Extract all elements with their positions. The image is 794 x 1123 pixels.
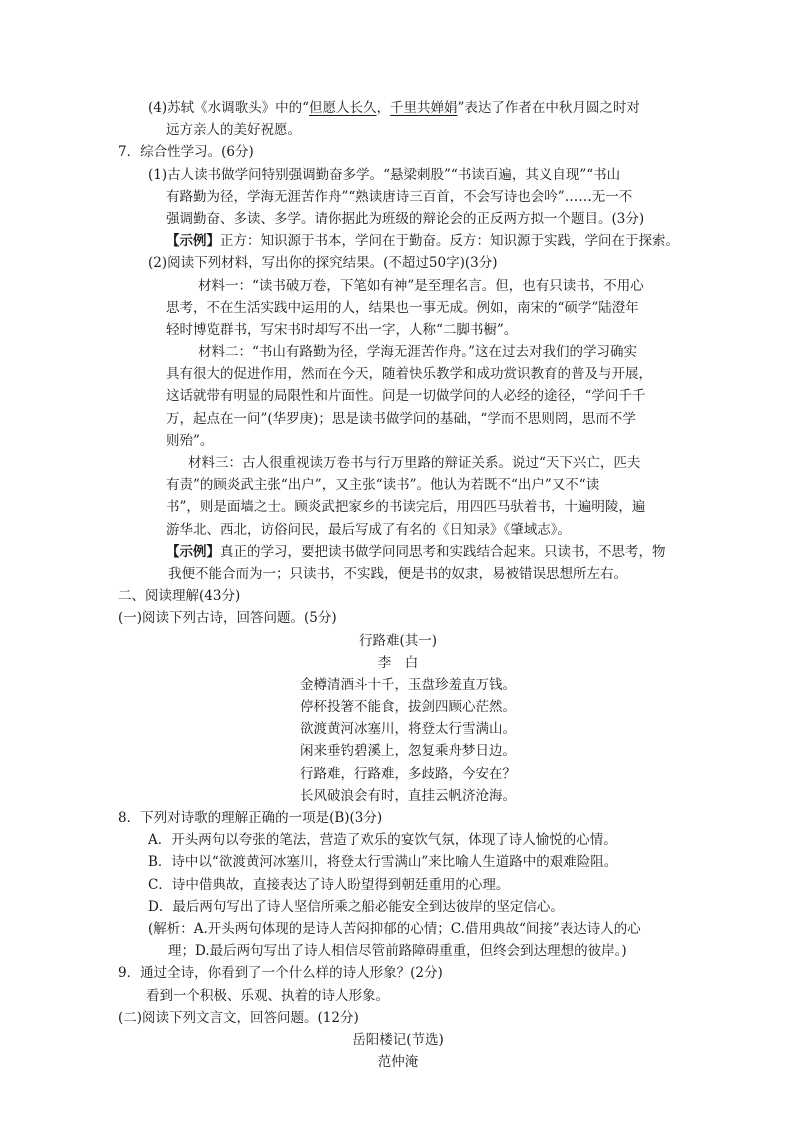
part-1-title: (一)阅读下列古诗，回答问题。(5分) (118, 610, 337, 627)
material-3-line-2: 有责”的顾炎武主张“出户”，又主张“读书”。他认为若既不“出户”又不“读 (166, 477, 600, 494)
q7-2-title: (2)阅读下列材料，写出你的探究结果。(不超过50字)(3分) (148, 255, 498, 272)
q7-1-example (118, 230, 678, 252)
poem-line: 闲来垂钓碧溪上，忽复乘舟梦日边。 (300, 743, 516, 760)
example-text: 正方：知识源于书本，学问在于勤奋。反方：知识源于实践，学问在于探索。 (220, 233, 679, 250)
q9-answer: 看到一个积极、乐观、执着的诗人形象。 (146, 987, 389, 1004)
q6-4-line-1 (118, 97, 678, 119)
material-2-line-3: 这话就带有明显的局限性和片面性。问是一切做学问的人必经的途径，“学问千千 (166, 388, 646, 405)
q8-option-b: B．诗中以“欲渡黄河冰塞川，将登太行雪满山”来比喻人生道路中的艰难险阻。 (148, 854, 618, 871)
q8-option-a: A．开头两句以夸张的笔法，营造了欢乐的宴饮气氛，体现了诗人愉悦的心情。 (148, 832, 617, 849)
poem-line: 长风破浪会有时，直挂云帆济沧海。 (300, 787, 516, 804)
q8-analysis-line-1: (解析：A.开头两句体现的是诗人苦闷抑郁的心情；C.借用典故“间接”表达诗人的心 (148, 920, 641, 937)
quote-underline-2: 千里共婵娟 (390, 100, 458, 116)
material-1-line-3: 轻时博览群书，写宋书时却写不出一字，人称“二脚书橱”。 (166, 321, 518, 338)
material-2-line-4: 万，起点在一问”(华罗庚)；思是读书做学问的基础，“学而不思则罔，思而不学 (166, 410, 636, 427)
q9-title: 9．通过全诗，你看到了一个什么样的诗人形象？(2分) (118, 965, 443, 982)
material-2-line-1: 材料二：“书山有路勤为径，学海无涯苦作舟。”这在过去对我们的学习确实 (198, 344, 638, 361)
q8-analysis-line-2: 理；D.最后两句写出了诗人相信尽管前路障碍重重，但终会到达理想的彼岸。) (168, 943, 627, 960)
material-3-line-1: 材料三：古人很重视读万卷书与行万里路的辩证关系。说过“天下兴亡，匹夫 (188, 455, 641, 471)
example-tag: 【示例】 (166, 543, 220, 560)
material-1-line-1: 材料一：“读书破万卷，下笔如有神”是至理名言。但，也有只读书，不用心 (198, 277, 644, 294)
material-3-line-3: 书”，则是面墙之士。顾炎武把家乡的书读完后，用四匹马驮着书，十遍明陵，遍 (166, 499, 646, 516)
q7-2-example-line-1 (118, 541, 678, 563)
q6-4-line-2: 远方亲人的美好祝愿。 (166, 122, 301, 139)
q7-title: 7．综合性学习。(6分) (118, 144, 254, 161)
document-body (118, 97, 678, 1073)
q7-1-line-3: 强调勤奋、多读、多学。请你据此为班级的辩论会的正反两方拟一个题目。(3分) (166, 210, 645, 227)
poem-line: 行路难，行路难，多歧路，今安在？ (300, 765, 516, 782)
q8-option-c: C．诗中借典故，直接表达了诗人盼望得到朝廷重用的心理。 (148, 876, 510, 893)
part-2-title: (二)阅读下列文言文，回答问题。(12分) (118, 1009, 359, 1026)
q6-4-prefix: (4)苏轼《水调歌头》中的“ (148, 100, 310, 116)
q6-4-suffix: ”表达了作者在中秋月圆之时对 (457, 100, 640, 116)
poem-line: 停杯投箸不能食，拔剑四顾心茫然。 (300, 699, 516, 716)
prose-title: 岳阳楼记(节选) (352, 1031, 444, 1048)
prose-author: 范仲淹 (377, 1054, 419, 1071)
q6-4-mid: ， (376, 100, 391, 116)
material-2-line-5: 则殆”。 (166, 432, 214, 449)
q8-option-d: D．最后两句写出了诗人坚信所乘之船必能安全到达彼岸的坚定信心。 (148, 898, 564, 915)
q7-2-example-line-2: 我便不能合而为一；只读书，不实践，便是书的奴隶，易被错误思想所左右。 (168, 565, 627, 582)
poem-line: 欲渡黄河冰塞川，将登太行雪满山。 (300, 721, 516, 738)
material-1-line-2: 思考，不在生活实践中运用的人，结果也一事无成。例如，南宋的“硕学”陆澄年 (166, 299, 639, 316)
q7-1-line-1: (1)古人读书做学问特别强调勤奋多学。“悬梁刺股”“书读百遍，其义自现”“书山 (148, 166, 621, 183)
poem-title: 行路难(其一) (358, 632, 438, 649)
poem-author: 李 白 (377, 654, 419, 671)
example-text: 真正的学习，要把读书做学问同思考和实践结合起来。只读书，不思考，物 (220, 543, 666, 560)
section-2-title: 二、阅读理解(43分) (118, 588, 241, 605)
q7-1-line-2: 有路勤为径，学海无涯苦作舟”“熟读唐诗三百首，不会写诗也会吟”……无一不 (166, 188, 633, 205)
example-tag: 【示例】 (166, 233, 220, 250)
poem-line: 金樽清酒斗十千，玉盘珍羞直万钱。 (300, 676, 516, 693)
material-2-line-2: 具有很大的促进作用，然而在今天，随着快乐教学和成功赏识教育的普及与开展， (166, 366, 652, 383)
q8-title: 8．下列对诗歌的理解正确的一项是(B)(3分) (118, 810, 383, 826)
quote-underline-1: 但愿人长久 (309, 100, 377, 116)
material-3-line-4: 游华北、西北，访俗问民，最后写成了有名的《日知录》《肇域志》。 (166, 521, 571, 538)
